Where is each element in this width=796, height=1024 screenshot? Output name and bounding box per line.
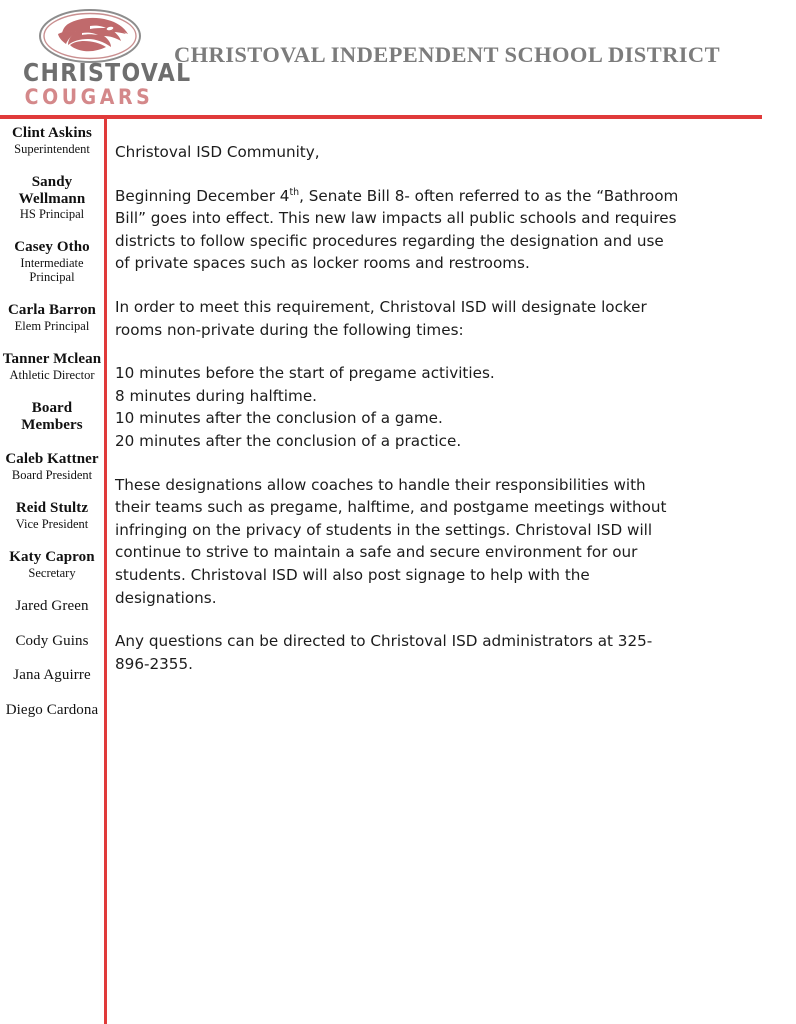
staff-name: Board Members: [21, 399, 83, 433]
page-content: [0, 119, 796, 1024]
district-logo: [14, 8, 192, 109]
staff-name: Clint Askins: [12, 125, 92, 141]
page-header: [0, 0, 796, 110]
letter-body: [115, 141, 680, 696]
locker-room-times-list: [115, 362, 680, 452]
page-title: CHRISTOVAL INDEPENDENT SCHOOL DISTRICT: [174, 42, 720, 67]
paragraph-1-text-a: Beginning December 4: [115, 186, 290, 205]
staff-title: Athletic Director: [9, 367, 95, 382]
letter-salutation: Christoval ISD Community,: [115, 143, 320, 161]
wordmark-christoval: CHRISTOVAL: [23, 58, 192, 87]
staff-title: Intermediate Principal: [20, 256, 84, 285]
staff-name: Diego Cardona: [5, 702, 99, 719]
staff-name: Sandy Wellmann: [18, 173, 86, 207]
staff-name: Katy Capron: [9, 548, 95, 565]
staff-entry: [0, 351, 104, 382]
staff-name: Caleb Kattner: [5, 451, 99, 468]
staff-name: Reid Stultz: [15, 500, 89, 517]
staff-title: Board President: [11, 468, 93, 483]
staff-title: Elem Principal: [14, 318, 90, 333]
letter-paragraph-1: [115, 185, 680, 275]
staff-title: Vice President: [15, 516, 89, 531]
letter-paragraph-2: In order to meet this requirement, Christoval ISD will designate locker rooms non-private during the following times:: [115, 297, 647, 339]
staff-title: HS Principal: [19, 207, 85, 222]
staff-entry: [0, 174, 104, 222]
letter-paragraph-3: These designations allow coaches to handle their responsibilities with their teams such as pregame, halftime, and postgame meetings without infringing on the privacy of students in the settings. Christoval ISD will continue to strive to maintain a safe and secure environment for our students. Christoval ISD will also post signage to help with the designations.: [115, 475, 667, 607]
staff-title: Superintendent: [14, 141, 90, 156]
staff-entry: [0, 451, 104, 482]
staff-entry: [0, 239, 104, 284]
list-item: 10 minutes after the conclusion of a game.: [115, 409, 443, 428]
ordinal-suffix: th: [289, 186, 300, 198]
staff-entry: [0, 549, 104, 580]
staff-sidebar: [0, 119, 104, 737]
paragraph-1-text-b: , Senate Bill 8- often referred to as the “Bathroom Bill” goes into effect. This new law impacts all public schools and requires districts to follow specific procedures regarding the designation and use of private spaces such as locker rooms and restrooms.: [115, 186, 679, 273]
staff-name: Casey Otho: [14, 239, 90, 256]
staff-entry: [0, 125, 104, 156]
list-item: 20 minutes after the conclusion of a practice.: [115, 431, 462, 450]
letter-paragraph-4: Any questions can be directed to Christoval ISD administrators at 325-896-2355.: [115, 632, 653, 673]
staff-name: Jana Aguirre: [13, 667, 91, 684]
staff-entry: [0, 598, 104, 615]
staff-entry: [0, 302, 104, 333]
wordmark-cougars: COUGARS: [24, 85, 154, 109]
staff-name: Jared Green: [15, 597, 89, 614]
staff-entry: [0, 500, 104, 531]
logo-wordmark: [14, 58, 192, 109]
list-item: 8 minutes during halftime.: [115, 386, 317, 405]
staff-entry: [0, 633, 104, 650]
staff-title: Secretary: [28, 565, 76, 580]
staff-entry: [0, 702, 104, 719]
staff-entry: [0, 400, 104, 434]
cougar-head-icon: [38, 8, 142, 64]
staff-name: Carla Barron: [8, 302, 96, 319]
staff-name: Cody Guins: [15, 632, 89, 649]
staff-name: Tanner Mclean: [2, 350, 102, 367]
list-item: 10 minutes before the start of pregame activities.: [115, 364, 495, 383]
staff-entry: [0, 667, 104, 684]
